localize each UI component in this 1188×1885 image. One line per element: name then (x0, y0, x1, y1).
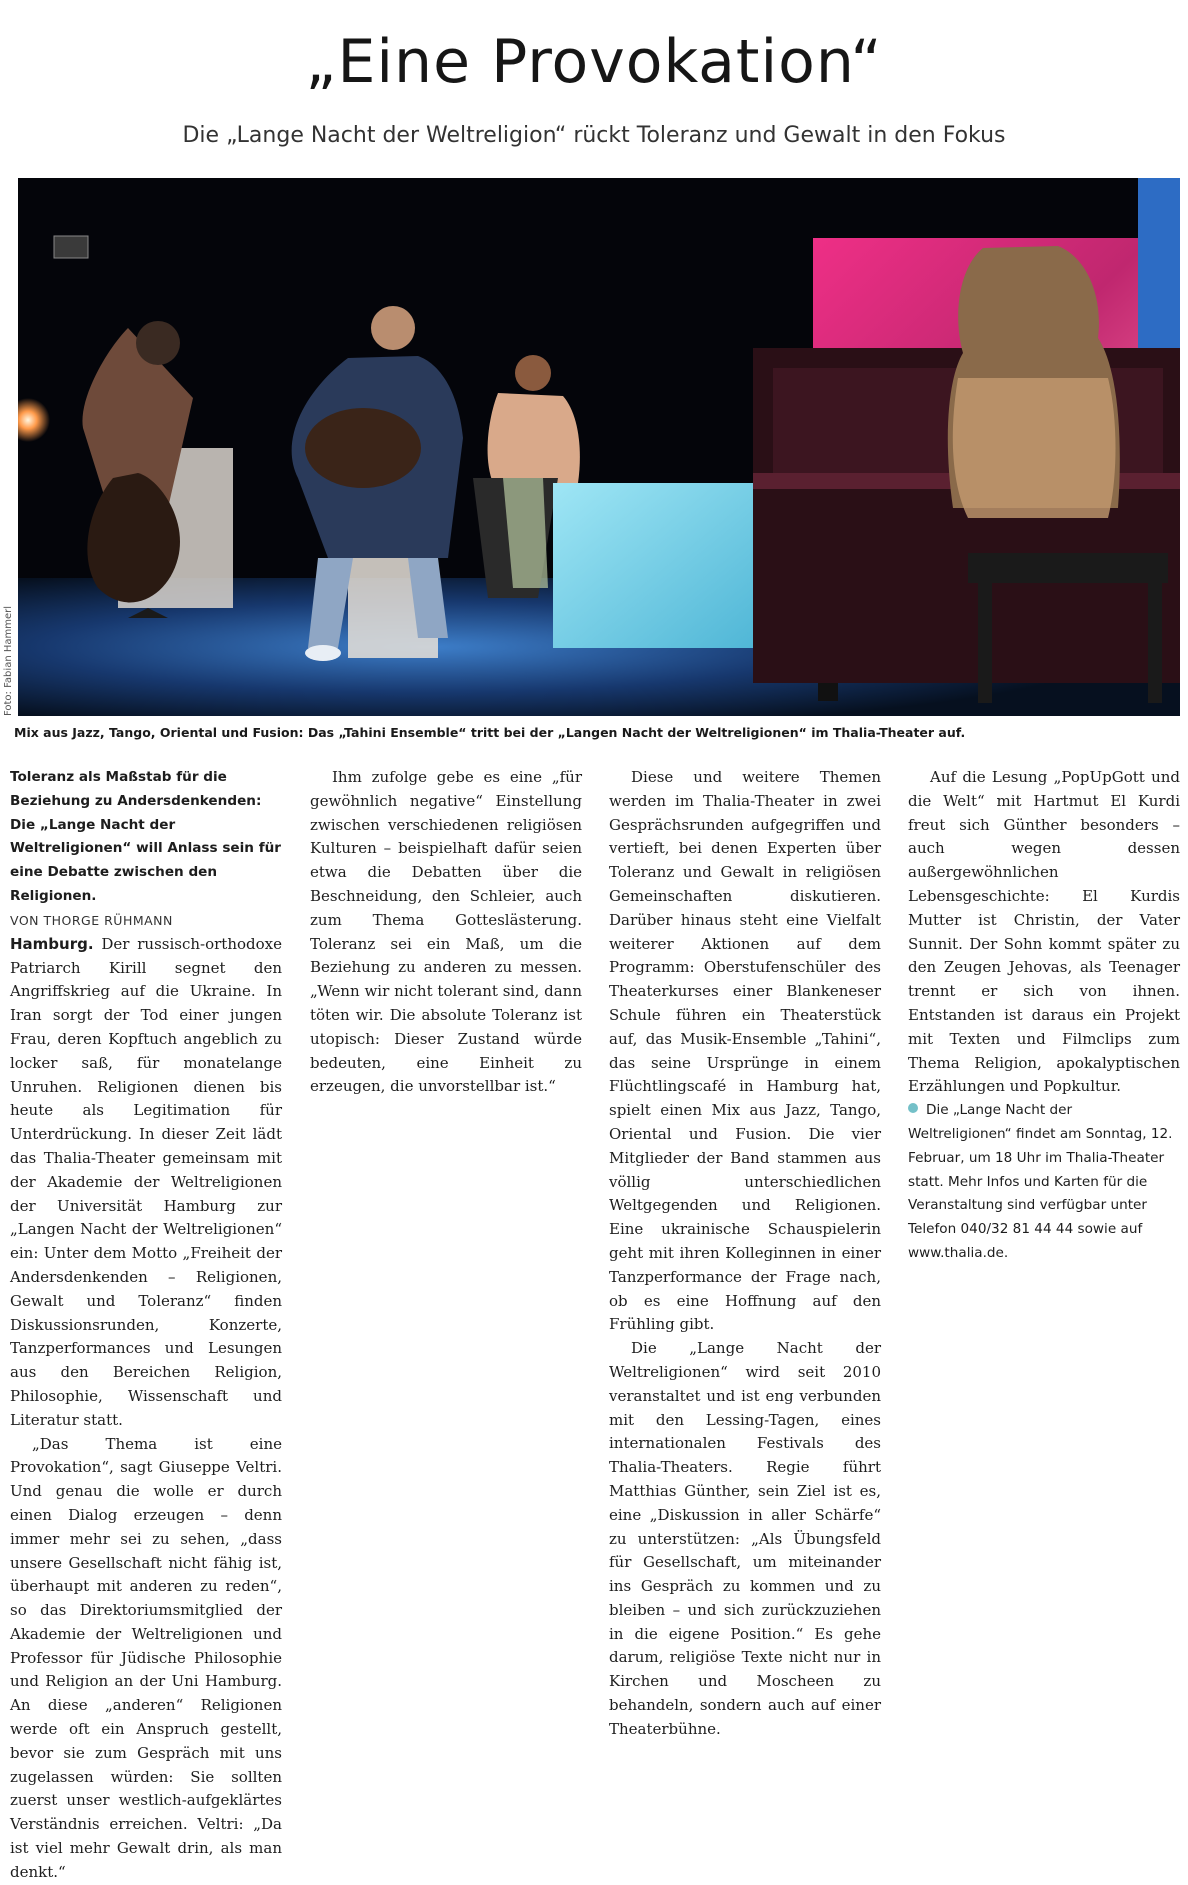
column-3 (609, 766, 881, 1742)
body-paragraph-6: Auf die Lesung „PopUpGott und die Welt“ mit Hartmut El Kurdi freut sich Günther besonders – auch wegen dessen außergewöhnlichen Lebensgeschichte: El Kurdis Mutter ist Christin, der Vater Sunnit. Der Sohn kommt später zu den Zeugen Jehovas, als Teenager trennt er sich von ihnen. Entstanden ist daraus ein Projekt mit Texten und Filmclips zum Thema Religion, apokalyptischen Erzählungen und Popkultur. (908, 768, 1180, 1096)
body-paragraph-4: Diese und weitere Themen werden im Thalia-Theater in zwei Gesprächsrunden aufgegriffen und vertieft, bei denen Experten über Toleranz und Gewalt in religiösen Gemeinschaften diskutieren. Darüber hinaus steht eine Vielfalt weiterer Aktionen auf dem Programm: Oberstufenschüler des Theaterkurses einer Blankeneser Schule führen ein Theaterstück auf, das Musik-Ensemble „Tahini“, das seine Ursprünge in einem Flüchtlingscafé in Hamburg hat, spielt einen Mix aus Jazz, Tango, Oriental und Fusion. Die vier Mitglieder der Band stammen aus völlig unterschiedlichen Weltgegenden und Religionen. Eine ukrainische Schauspielerin geht mit ihren Kolleginnen in einer Tanzperformance der Frage nach, ob es eine Hoffnung auf den Frühling gibt. (609, 768, 881, 1334)
photo-credit: Foto: Fabian Hammerl (3, 605, 14, 716)
info-box (908, 1099, 1180, 1266)
headline: „Eine Provokation“ (305, 27, 883, 97)
body-paragraph-2: „Das Thema ist eine Provokation“, sagt Giuseppe Veltri. Und genau die wolle er durch einen Dialog erzeugen – denn immer mehr sei zu sehen, „dass unsere Gesellschaft nicht fähig ist, überhaupt mit anderen zu reden“, so das Direktoriumsmitglied der Akademie der Weltreligionen und Professor für Jüdische Philosophie und Religion an der Uni Hamburg. An diese „anderen“ Religionen werde oft ein Anspruch gestellt, bevor sie zum Gespräch mit uns zugelassen würden: Sie sollten zuerst unser westlich-aufgeklärtes Verständnis erreichen. Veltri: „Da ist viel mehr Gewalt drin, als man denkt.“ (10, 1434, 282, 1881)
dateline: Hamburg. (10, 934, 94, 953)
column-1 (10, 766, 282, 1885)
subheadline: Die „Lange Nacht der Weltreligion“ rückt Toleranz und Gewalt in den Fokus (182, 123, 1006, 148)
body-paragraph-1-text: Der russisch-orthodoxe Patriarch Kirill segnet den Angriffskrieg auf die Ukraine. In Iran sorgt der Tod einer jungen Frau, deren Kopftuch angeblich zu locker saß, für monatelange Unruhen. Religionen dienen bis heute als Legitimation für Unterdrückung. In dieser Zeit lädt das Thalia-Theater gemeinsam mit der Akademie der Weltreligionen der Universität Hamburg zur „Langen Nacht der Weltreligionen“ ein: Unter dem Motto „Freiheit der Andersdenkenden – Religionen, Gewalt und Toleranz“ finden Diskussionsrunden, Konzerte, Tanzperformances und Lesungen aus den Bereichen Religion, Philosophie, Wissenschaft und Literatur statt. (10, 934, 282, 1429)
info-bullet-icon (908, 1103, 918, 1113)
stage-photo (18, 178, 1180, 716)
column-4 (908, 766, 1180, 1266)
body-paragraph-1 (10, 933, 282, 1433)
byline: VON THORGE RÜHMANN (10, 912, 173, 928)
column-2 (310, 766, 582, 1099)
lead-paragraph: Toleranz als Maßstab für die Beziehung zu Andersdenkenden: Die „Lange Nacht der Weltreligionen“ will Anlass sein für eine Debatte zwischen den Religionen. (10, 769, 281, 904)
body-paragraph-5: Die „Lange Nacht der Weltreligionen“ wird seit 2010 veranstaltet und ist eng verbunden mit den Lessing-Tagen, eines internationalen Festivals des Thalia-Theaters. Regie führt Matthias Günther, sein Ziel ist es, eine „Diskussion in aller Schärfe“ zu unterstützen: „Als Übungsfeld für Gesellschaft, um miteinander ins Gespräch zu kommen und zu bleiben – und sich zurückzuziehen in die eigene Position.“ Es gehe darum, religiöse Texte nicht nur in Kirchen und Moscheen zu behandeln, sondern auch auf einer Theaterbühne. (609, 1339, 881, 1738)
photo-caption: Mix aus Jazz, Tango, Oriental und Fusion: Das „Tahini Ensemble“ tritt bei der „Langen Nacht der Weltreligionen“ im Thalia-Theater auf. (14, 725, 966, 740)
info-text: Die „Lange Nacht der Weltreligionen“ findet am Sonntag, 12. Februar, um 18 Uhr im Thalia-Theater statt. Mehr Infos und Karten für die Veranstaltung sind verfügbar unter Telefon 040/32 81 44 44 sowie auf www.thalia.de. (908, 1102, 1173, 1261)
body-paragraph-3: Ihm zufolge gebe es eine „für gewöhnlich negative“ Einstellung zwischen verschiedenen religiösen Kulturen – beispielhaft dafür seien etwa die Debatten über die Beschneidung, den Schleier, auch zum Thema Gotteslästerung. Toleranz sei ein Maß, um die Beziehung zu anderen zu messen. „Wenn wir nicht tolerant sind, dann töten wir. Die absolute Toleranz ist utopisch: Dieser Zustand würde bedeuten, eine Einheit zu erzeugen, die unvorstellbar ist.“ (310, 768, 582, 1096)
